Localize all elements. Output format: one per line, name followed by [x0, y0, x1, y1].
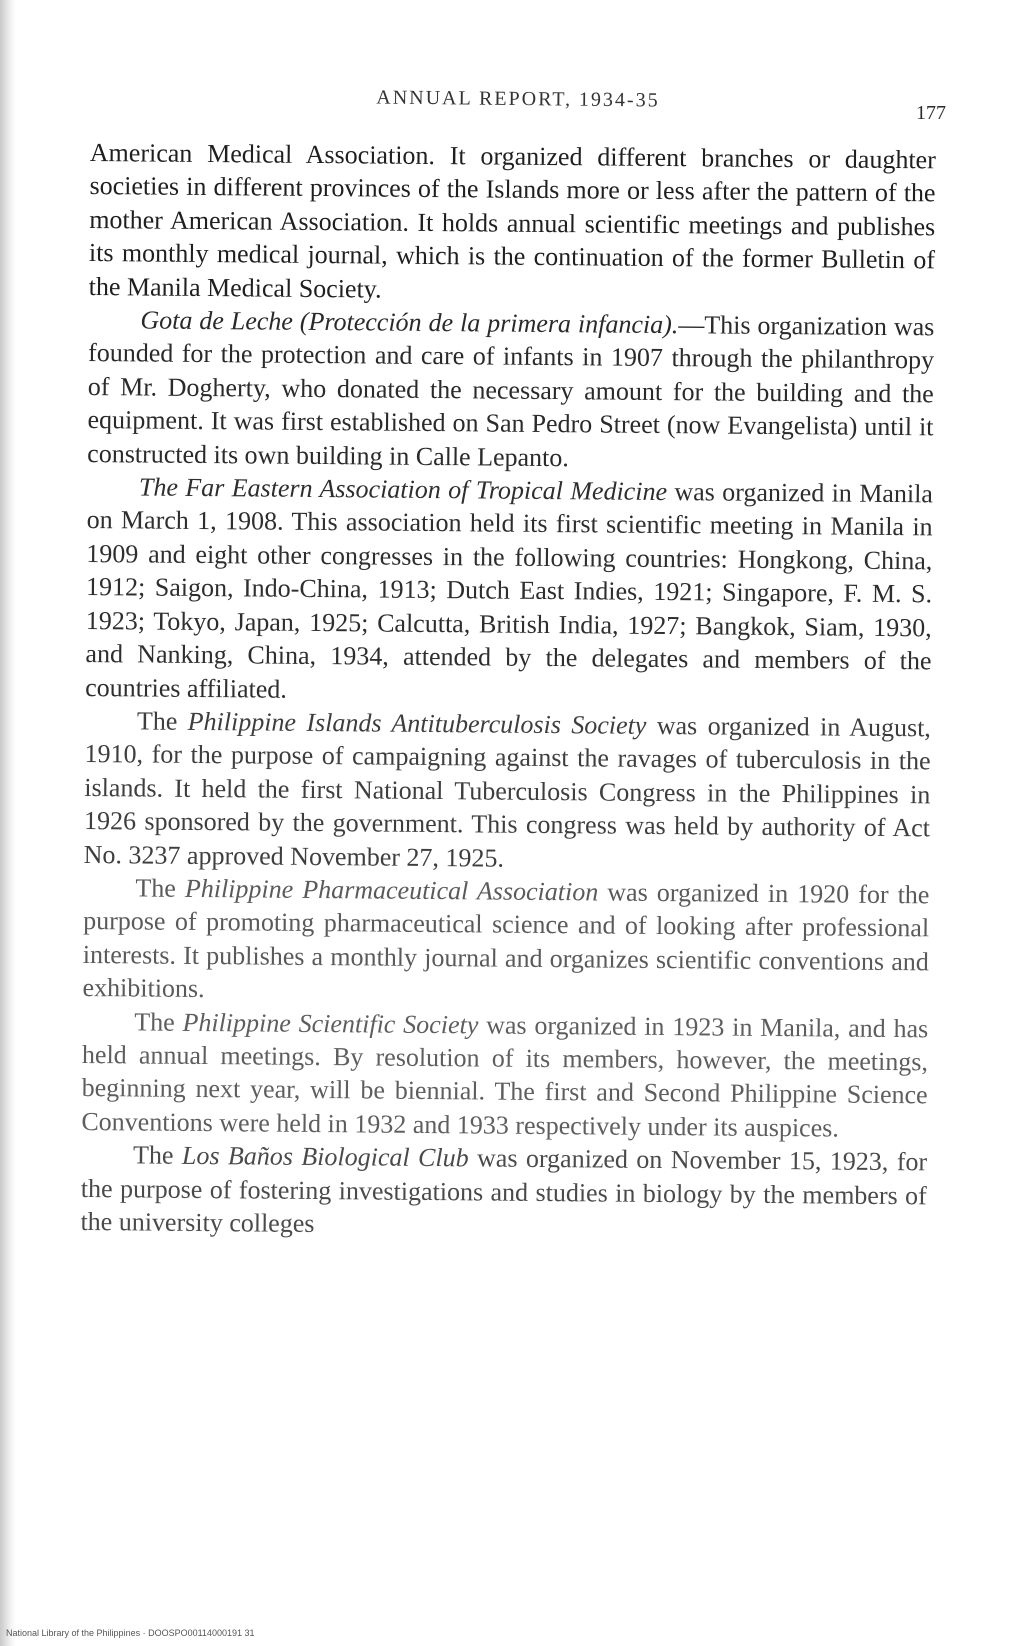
- organization-name: Philippine Islands Antituberculosis Society: [187, 706, 647, 740]
- paragraph-body: was organized in 1923 in Manila, and has held annual meetings. By resolution of its members, however, the meetings, beginning next year, will be biennial. The first and Second Philippine Science Conventions were held in 1932 and 1933 respectively under its auspices.: [81, 1009, 929, 1143]
- paragraph-lead: The: [136, 706, 188, 736]
- body-text: [80, 136, 936, 1246]
- paragraph-body: —This organization was founded for the protection and care of infants in 1907 through the philanthropy of Mr. Dogherty, who donated the necessary amount for the building and the equipment. It was first established on San Pedro Street (now Evangelista) until it constructed its own building in Calle Lepanto.: [87, 310, 935, 472]
- paragraph-body: was organized on November 15, 1923, for the purpose of fostering investigations and studies in biology by the members of the university colleges: [80, 1143, 928, 1238]
- paragraph-gota-de-leche: [87, 303, 934, 477]
- paragraph-antituberculosis-society: [84, 704, 931, 878]
- page-number: 177: [916, 102, 946, 124]
- organization-name: Gota de Leche (Protección de la primera infancia).: [140, 305, 679, 340]
- paragraph-body: was organized in 1920 for the purpose of promoting pharmaceutical science and of looking after professional interests. It publishes a monthly journal and organizes scientific conventions and exhibitions.: [82, 877, 930, 1004]
- organization-name: The Far Eastern Association of Tropical Medicine: [138, 472, 668, 507]
- paragraph-tropical-medicine: [85, 470, 933, 711]
- organization-name: Philippine Scientific Society: [182, 1007, 479, 1039]
- paragraph-medical-association: [89, 136, 936, 310]
- paragraph-scientific-society: [81, 1005, 928, 1146]
- paragraph-lead: The: [132, 1140, 183, 1171]
- paragraph-lead: The: [135, 873, 186, 903]
- organization-name: Philippine Pharmaceutical Association: [184, 873, 599, 907]
- paragraph-body: American Medical Association. It organized different branches or daughter societies in different provinces of the Islands more or less after the pattern of the mother American Association. It holds annual scientific meetings and publishes its monthly medical journal, which is the continuation of the former Bulletin of the Manila Medical Society.: [88, 137, 936, 304]
- organization-name: Los Baños Biological Club: [181, 1141, 469, 1173]
- paragraph-body: was organized in Manila on March 1, 1908. This association held its first scientific meeting in Manila in 1909 and eight other congresses in the following countries: Hongkong, China, 1912; Saigon, Indo-China, 1913; Dutch East Indies, 1921; Singapore, F. M. S. 1923; Tokyo, Japan, 1925; Calcutta, British India, 1927; Bangkok, Siam, 1930, and Nanking, China, 1934, attended by the delegates and members of the countries affiliated.: [85, 477, 934, 704]
- paragraph-lead: The: [134, 1006, 183, 1037]
- paragraph-body: was organized in August, 1910, for the purpose of campaigning against the ravages of tuberculosis in the islands. It held the first National Tuberculosis Congress in the Philippines in 1926 sponsored by the government. This congress was held by authority of Act No. 3237 approved November 27, 1925.: [83, 710, 931, 873]
- scan-credit: National Library of the Philippines · DOOSPO00114000191 31: [6, 1628, 255, 1638]
- binding-shadow: [0, 0, 16, 1646]
- running-title: ANNUAL REPORT, 1934-35: [376, 86, 660, 112]
- running-head: [90, 88, 946, 122]
- paragraph-biological-club: [80, 1138, 927, 1246]
- paragraph-pharmaceutical-association: [82, 871, 929, 1012]
